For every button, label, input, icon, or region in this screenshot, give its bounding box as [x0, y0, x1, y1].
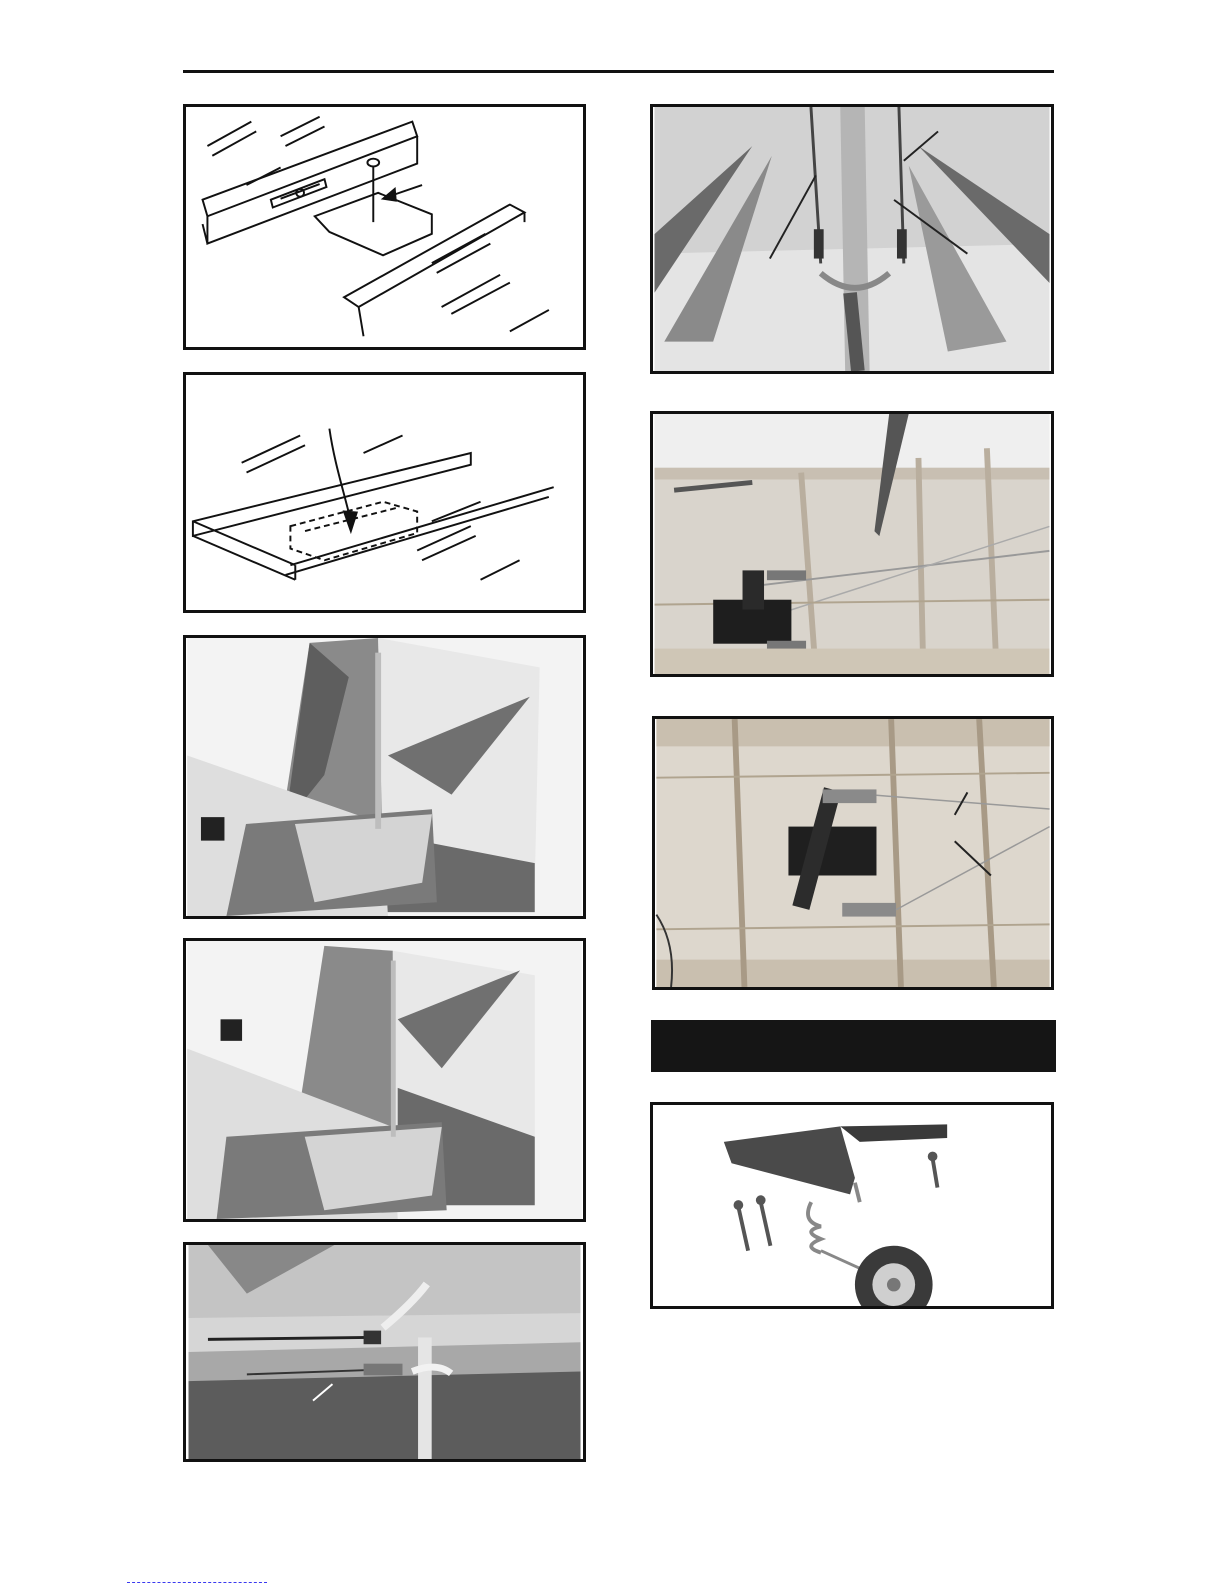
hinge-slot-drawing — [183, 372, 586, 613]
hinge-pin-illustration — [186, 107, 583, 347]
hinge-slot-illustration — [186, 375, 583, 610]
tail-photo-1 — [183, 635, 586, 919]
tailwheel-assembly-parts — [653, 1105, 1051, 1306]
servo-tray-view — [655, 719, 1051, 987]
hinge-pin-drawing — [183, 104, 586, 350]
header-rule — [183, 70, 1054, 73]
section-banner-text — [651, 1033, 667, 1058]
tail-underside-photo — [650, 104, 1054, 374]
vertical-fin-photo-alt — [186, 941, 583, 1219]
vertical-fin-photo — [186, 638, 583, 916]
tail-underside-view — [653, 107, 1051, 371]
section-banner — [651, 1020, 1056, 1072]
pushrod-clevis-photo — [186, 1245, 583, 1459]
tail-photo-2 — [183, 938, 586, 1222]
pushrod-photo — [183, 1242, 586, 1462]
fuselage-interior-view — [653, 414, 1051, 674]
tailwheel-parts-photo — [650, 1102, 1054, 1309]
fuselage-interior-photo — [650, 411, 1054, 677]
footer-link-underline — [127, 1582, 267, 1583]
servo-install-photo — [652, 716, 1054, 990]
